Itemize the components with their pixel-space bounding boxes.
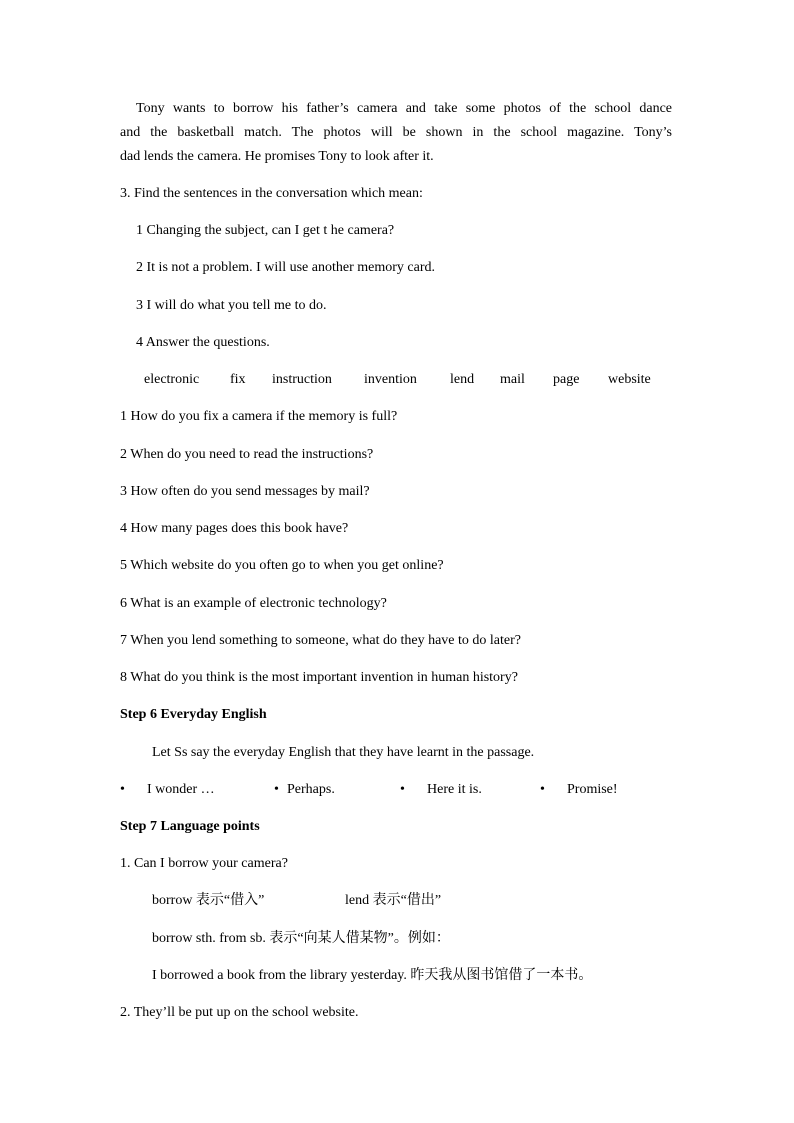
question-5: 5 Which website do you often go to when you get online? [120, 558, 444, 573]
phrase-item: I wonder … [147, 782, 215, 797]
bullet-icon: • [540, 782, 545, 797]
borrow-from-usage: borrow sth. from sb. 表示“向某人借某物”。例如： [152, 931, 450, 946]
task3-item-4: 4 Answer the questions. [136, 335, 270, 350]
task3-item-3: 3 I will do what you tell me to do. [136, 298, 327, 313]
word-bank-item: instruction [272, 372, 332, 387]
phrase-item: Here it is. [427, 782, 482, 797]
word-bank-item: mail [500, 372, 525, 387]
language-point-1: 1. Can I borrow your camera? [120, 856, 288, 871]
question-8: 8 What do you think is the most important invention in human history? [120, 670, 518, 685]
language-point-2: 2. They’ll be put up on the school website. [120, 1005, 359, 1020]
example-sentence: I borrowed a book from the library yesterday. 昨天我从图书馆借了一本书。 [152, 968, 593, 983]
step6-heading: Step 6 Everyday English [120, 707, 267, 722]
question-1: 1 How do you fix a camera if the memory is full? [120, 409, 398, 424]
bullet-icon: • [400, 782, 405, 797]
intro-paragraph-line-2: and the basketball match. The photos will be shown in the school magazine. Tony’s [120, 125, 672, 140]
word-bank-item: page [553, 372, 580, 387]
borrow-definition: borrow 表示“借入” [152, 893, 265, 908]
lend-definition: lend 表示“借出” [345, 893, 442, 908]
bullet-icon: • [120, 782, 125, 797]
bullet-icon: • [274, 782, 279, 797]
intro-paragraph-line-1: Tony wants to borrow his father’s camera and take some photos of the school dance [136, 101, 672, 116]
word-bank-item: website [608, 372, 651, 387]
word-bank-item: fix [230, 372, 246, 387]
step7-heading: Step 7 Language points [120, 819, 260, 834]
task3-heading: 3. Find the sentences in the conversation which mean: [120, 186, 423, 201]
phrase-item: Promise! [567, 782, 618, 797]
everyday-english-phrases [120, 781, 640, 799]
word-bank-item: invention [364, 372, 417, 387]
word-bank-item: electronic [144, 372, 200, 387]
question-6: 6 What is an example of electronic technology? [120, 596, 387, 611]
question-7: 7 When you lend something to someone, what do they have to do later? [120, 633, 521, 648]
task3-item-2: 2 It is not a problem. I will use another memory card. [136, 260, 435, 275]
word-bank-item: lend [450, 372, 475, 387]
intro-paragraph-line-3: dad lends the camera. He promises Tony to look after it. [120, 149, 434, 164]
question-2: 2 When do you need to read the instructions? [120, 447, 374, 462]
question-4: 4 How many pages does this book have? [120, 521, 349, 536]
step6-instruction: Let Ss say the everyday English that they have learnt in the passage. [152, 745, 535, 760]
question-3: 3 How often do you send messages by mail? [120, 484, 370, 499]
phrase-item: Perhaps. [287, 782, 335, 797]
task3-item-1: 1 Changing the subject, can I get t he camera? [136, 223, 395, 238]
